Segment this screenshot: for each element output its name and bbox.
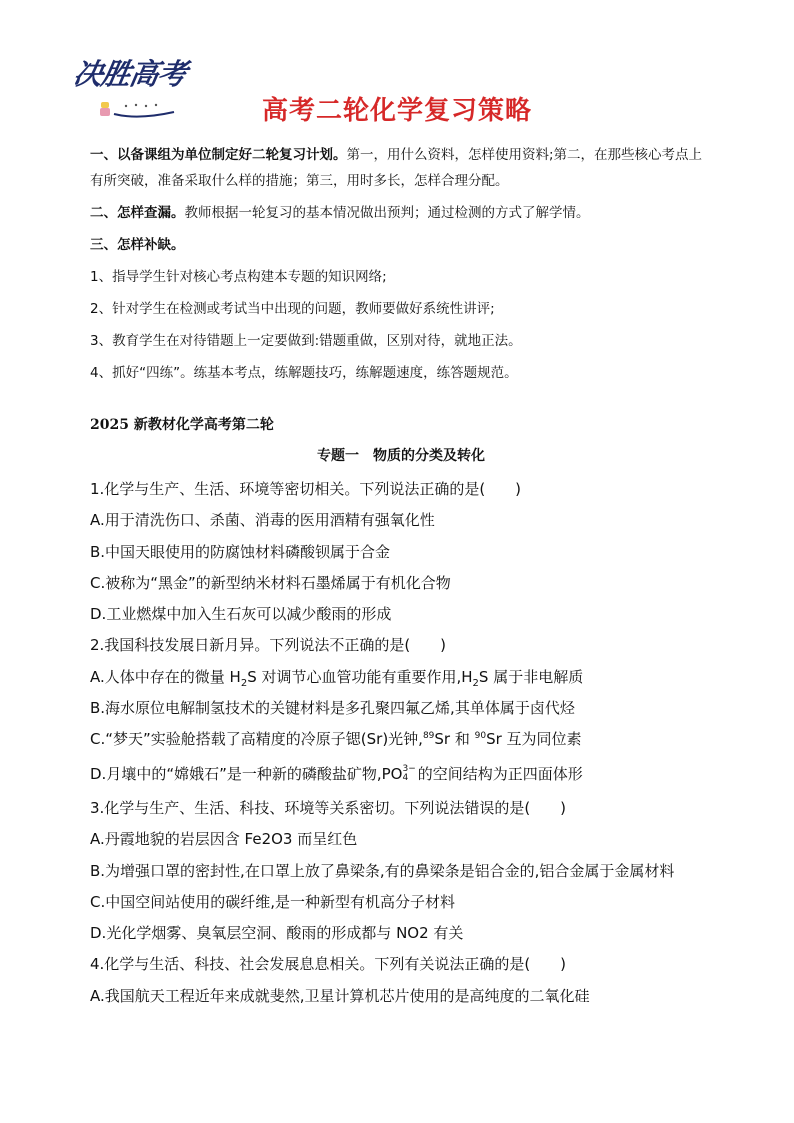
question-option: A.我国航天工程近年来成就斐然,卫星计算机芯片使用的是高纯度的二氧化硅 bbox=[90, 986, 590, 1005]
question-option: A.用于清洗伤口、杀菌、消毒的医用酒精有强氧化性 bbox=[90, 511, 435, 530]
intro-item: 3、教育学生在对待错题上一定要做到:错题重做，区别对待，就地正法。 bbox=[90, 333, 522, 349]
logo-text: 决胜高考 bbox=[70, 57, 189, 91]
intro-section bbox=[90, 142, 710, 386]
question-stem: 1.化学与生产、生活、环境等密切相关。下列说法正确的是( ) bbox=[90, 480, 522, 498]
question-option: B.为增强口罩的密封性,在口罩上放了鼻梁条,有的鼻梁条是铝合金的,铝合金属于金属材料 bbox=[90, 861, 675, 880]
section-title: 2025 新教材化学高考第二轮 bbox=[90, 417, 274, 433]
question-option: D.月壤中的“嫦娥石”是一种新的磷酸盐矿物,PO 3− 4 的空间结构为正四面体形 bbox=[90, 764, 583, 784]
question-option: A.丹霞地貌的岩层因含 Fe2O3 而呈红色 bbox=[90, 830, 358, 849]
question-option: C.中国空间站使用的碳纤维,是一种新型有机高分子材料 bbox=[90, 892, 456, 911]
intro-paragraph-3: 三、怎样补缺。 bbox=[90, 237, 185, 253]
question-option: B.中国天眼使用的防腐蚀材料磷酸钡属于合金 bbox=[90, 542, 391, 561]
question-option: C.“梦天”实验舱搭载了高精度的冷原子锶(Sr)光钟,$^{89}$Sr 和 $^{90}$Sr 互为同位素 bbox=[90, 730, 582, 749]
topic-title: 专题一 物质的分类及转化 bbox=[317, 448, 485, 464]
question-option: A.人体中存在的微量 $H_2S$ 对调节心血管功能有重要作用$,H_2S$ 属于非电解质 bbox=[90, 667, 584, 689]
intro-paragraph-1: 一、以备课组为单位制定好二轮复习计划。第一，用什么资料，怎样使用资料;第二，在那些核心考点上有所突破，准备采取什么样的措施；第三，用时多长，怎样合理分配。 bbox=[90, 147, 703, 189]
question-option: D.工业燃煤中加入生石灰可以减少酸雨的形成 bbox=[90, 605, 392, 624]
question-stem: 3.化学与生产、生活、科技、环境等关系密切。下列说法错误的是( ) bbox=[90, 798, 567, 817]
question-option: B.海水原位电解制氢技术的关键材料是多孔聚四氟乙烯,其单体属于卤代烃 bbox=[90, 699, 575, 718]
question-stem: 4.化学与生活、科技、社会发展息息相关。下列有关说法正确的是( ) bbox=[90, 955, 567, 974]
intro-item: 2、针对学生在检测或考试当中出现的问题，教师要做好系统性讲评; bbox=[90, 301, 495, 317]
question-option: C.被称为“黑金”的新型纳米材料石墨烯属于有机化合物 bbox=[90, 573, 451, 592]
intro-item: 1、指导学生针对核心考点构建本专题的知识网络; bbox=[90, 269, 387, 285]
intro-item: 4、抓好“四练”。练基本考点，练解题技巧，练解题速度，练答题规范。 bbox=[90, 365, 518, 381]
question-stem: 2.我国科技发展日新月异。下列说法不正确的是( ) bbox=[90, 636, 447, 655]
question-list bbox=[90, 474, 712, 1012]
question-option: D.光化学烟雾、臭氧层空洞、酸雨的形成都与 NO2 有关 bbox=[90, 924, 464, 943]
page-title: 高考二轮化学复习策略 bbox=[261, 96, 532, 126]
intro-paragraph-2: 二、怎样查漏。教师根据一轮复习的基本情况做出预判；通过检测的方式了解学情。 bbox=[90, 205, 590, 221]
